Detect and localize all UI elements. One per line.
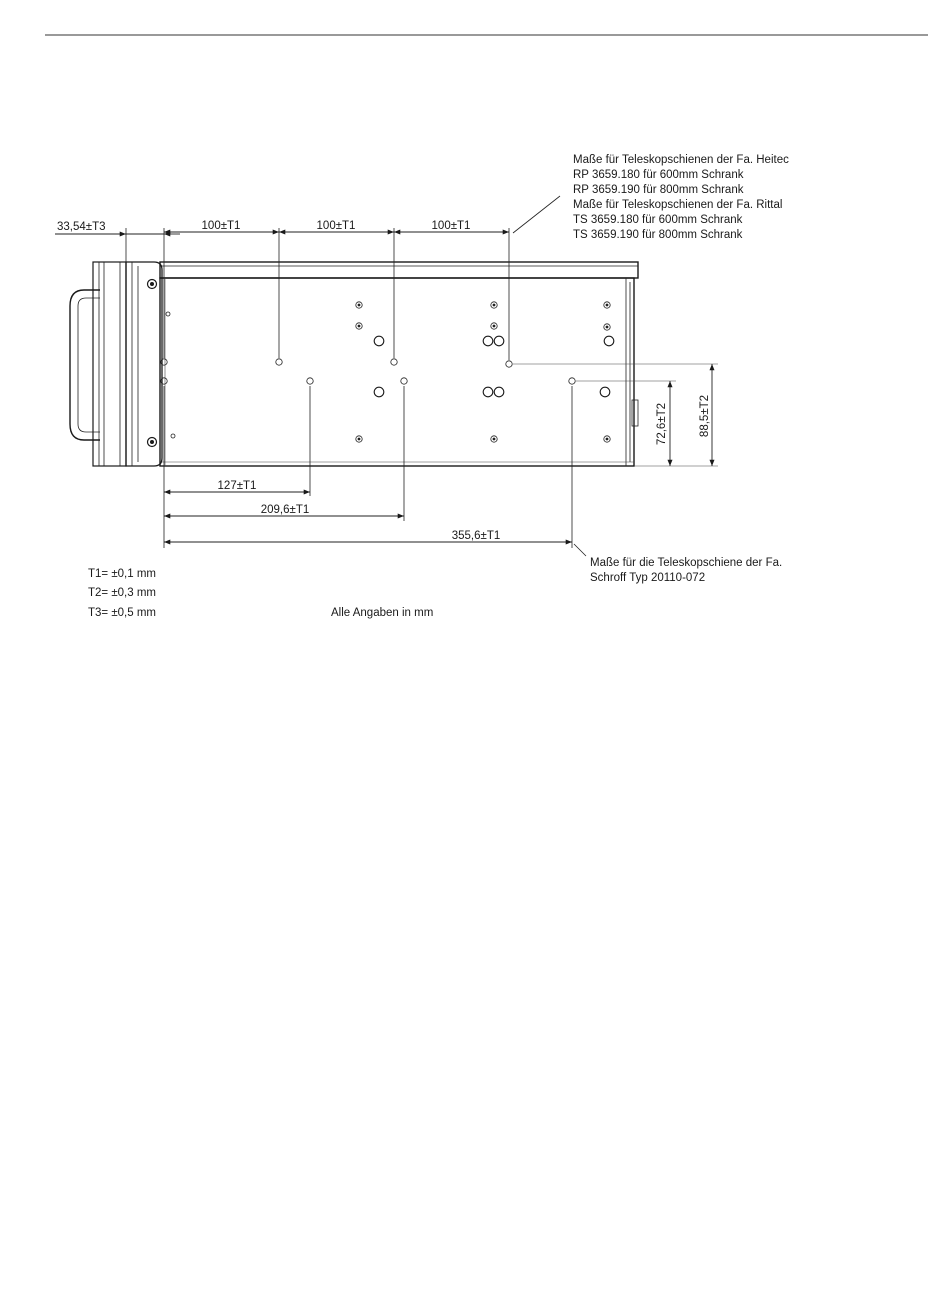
dim-height-88: 88,5±T2	[699, 394, 711, 438]
dimension-lines	[55, 196, 712, 556]
note-line: Maße für die Teleskopschiene der Fa.	[590, 557, 783, 569]
dim-length-209: 209,6±T1	[260, 504, 310, 516]
extension-lines	[126, 228, 718, 548]
tolerance-legend	[88, 568, 156, 619]
chassis-large-holes	[374, 336, 614, 397]
note-line: Schroff Typ 20110-072	[590, 572, 706, 584]
note-line: TS 3659.190 für 800mm Schrank	[573, 229, 743, 241]
tolerance-t1: T1= ±0,1 mm	[88, 568, 156, 580]
dim-height-72: 72,6±T2	[656, 402, 668, 446]
rail-mounting-holes	[161, 359, 575, 384]
note-schroff	[590, 557, 782, 584]
units-note: Alle Angaben in mm	[331, 607, 434, 619]
dim-spacing-3: 100±T1	[431, 220, 471, 232]
tolerance-t2: T2= ±0,3 mm	[88, 587, 156, 599]
dim-spacing-1: 100±T1	[201, 220, 241, 232]
note-line: RP 3659.190 für 800mm Schrank	[573, 184, 744, 196]
dim-length-355: 355,6±T1	[451, 530, 501, 542]
note-line: Maße für Teleskopschienen der Fa. Heitec	[573, 154, 789, 166]
dim-length-127: 127±T1	[217, 480, 257, 492]
note-line: RP 3659.180 für 600mm Schrank	[573, 169, 744, 181]
note-line: TS 3659.180 für 600mm Schrank	[573, 214, 743, 226]
note-heitec-rittal	[573, 154, 789, 241]
dim-spacing-2: 100±T1	[316, 220, 356, 232]
tolerance-t3: T3= ±0,5 mm	[88, 607, 156, 619]
dim-offset-handle: 33,54±T3	[57, 221, 106, 233]
note-line: Maße für Teleskopschienen der Fa. Rittal	[573, 199, 783, 211]
